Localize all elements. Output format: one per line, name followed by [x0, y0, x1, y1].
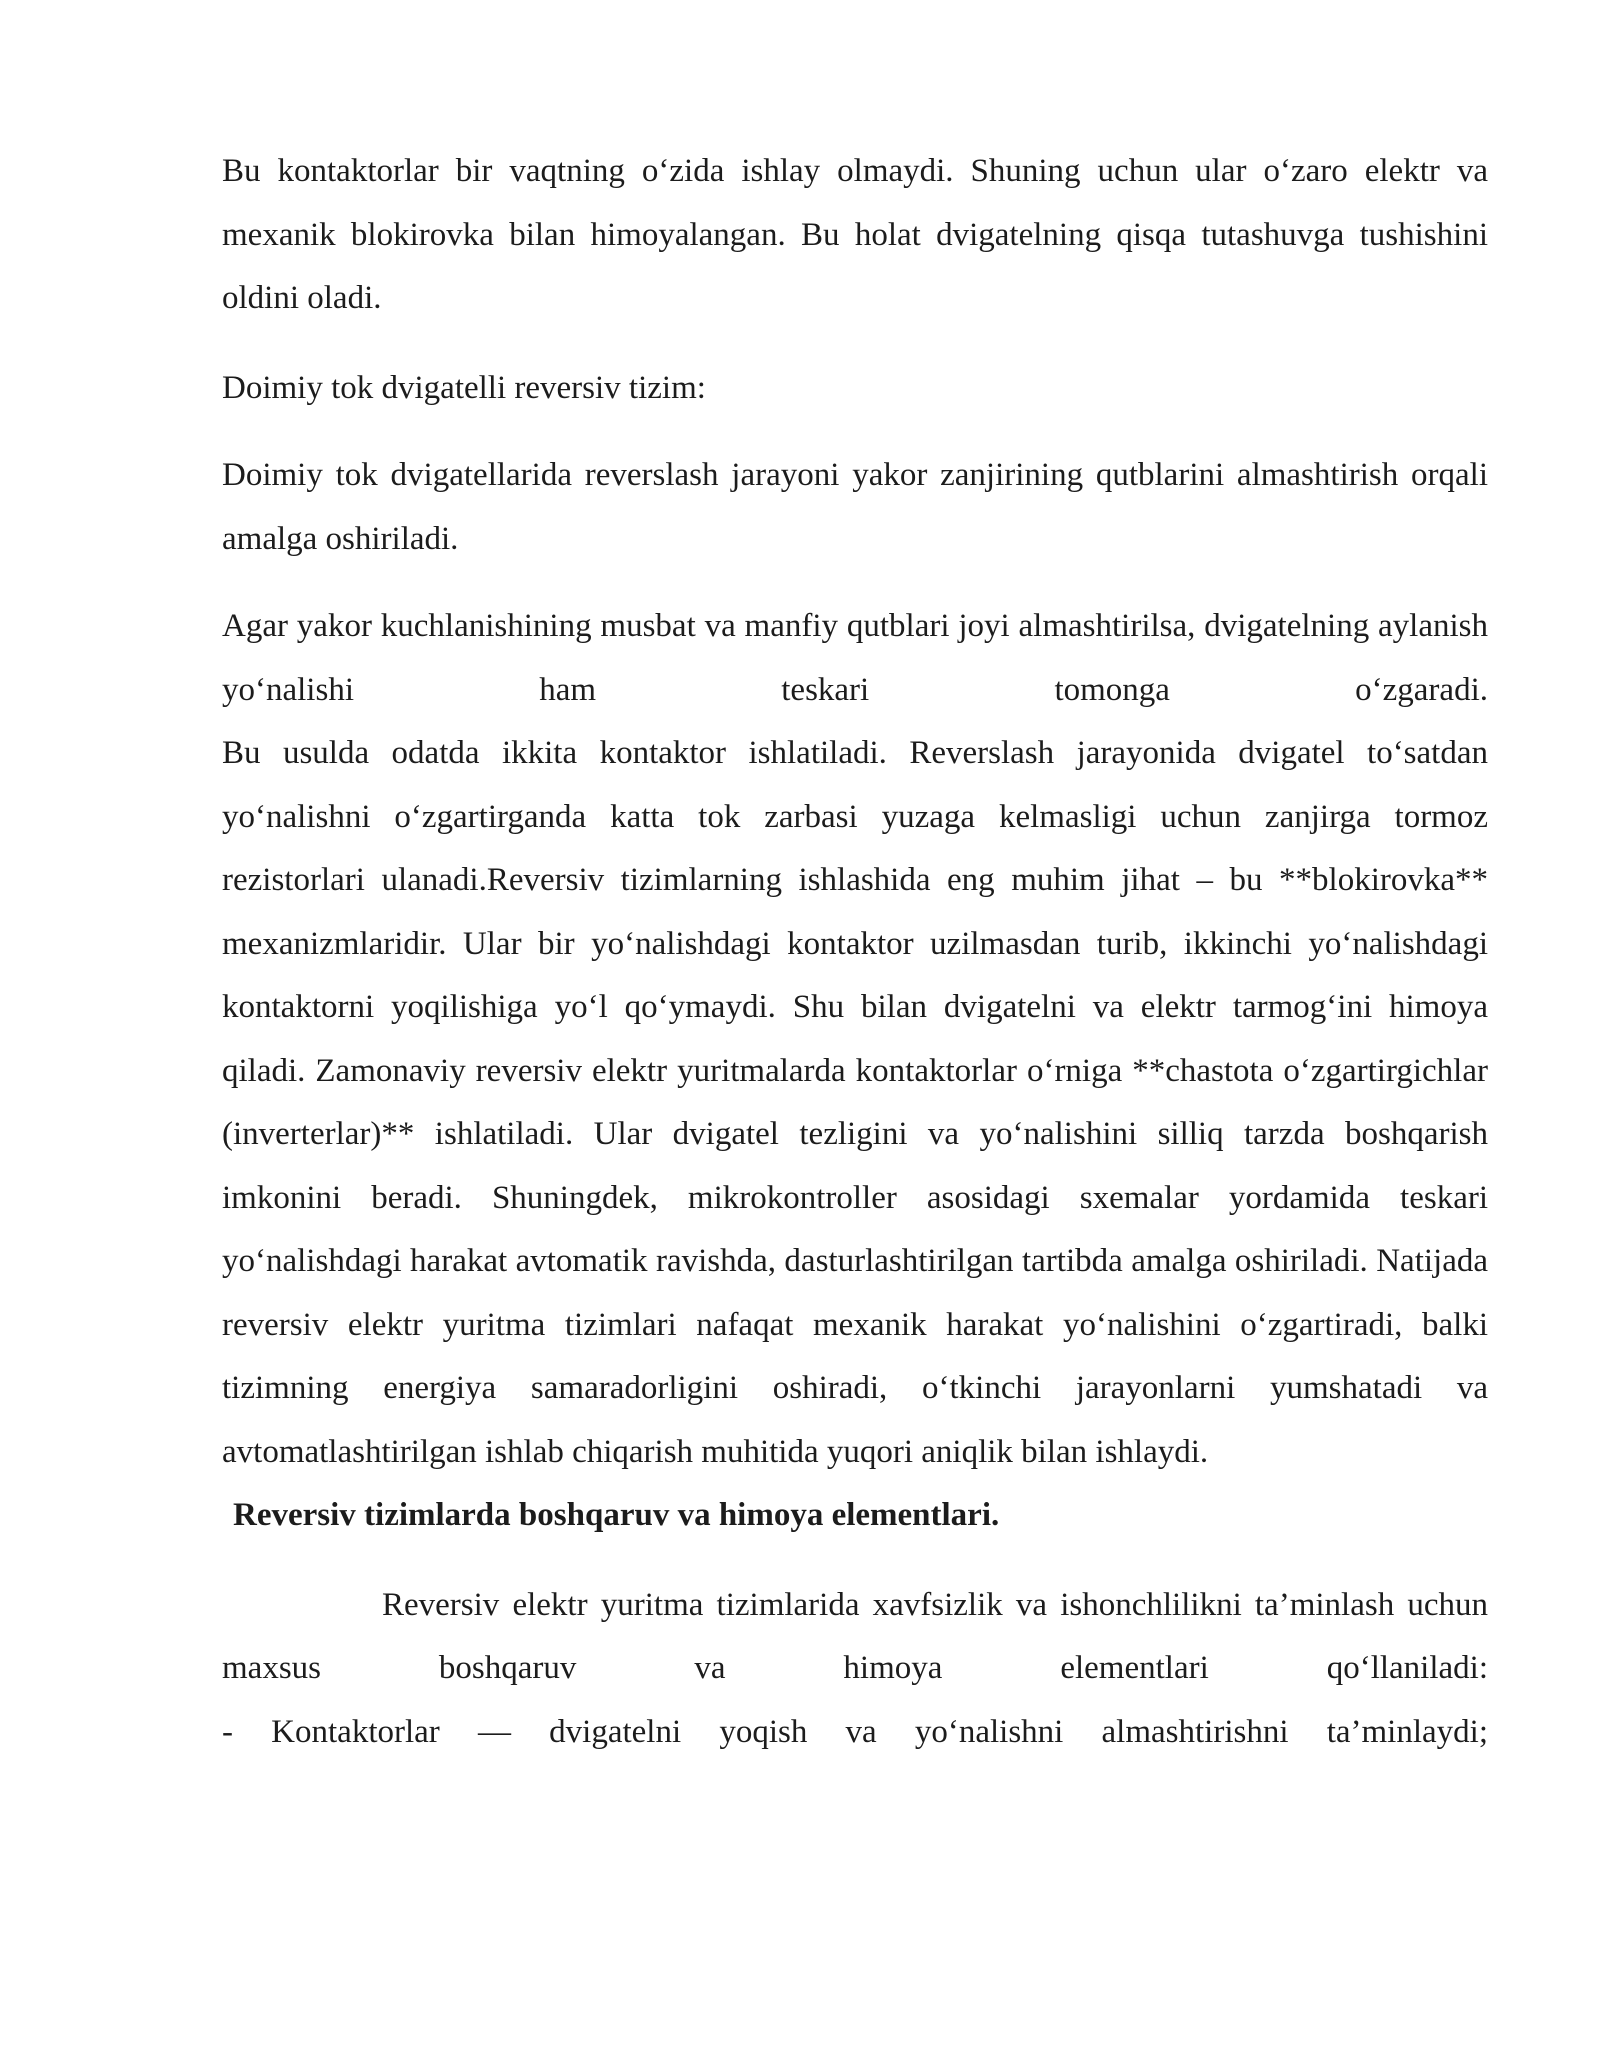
list-item-contactors: - Kontaktorlar — dvigatelni yoqish va yo‘nalishni almashtirishni ta’minlaydi;	[222, 1713, 1488, 1750]
section-heading: Reversiv tizimlarda boshqaruv va himoya elementlari.	[233, 1497, 1000, 1533]
paragraph-dc-reversing: Doimiy tok dvigatellarida reverslash jarayoni yakor zanjirining qutblarini almashtirish orqali amalga oshiriladi.	[222, 457, 1488, 557]
paragraph-blocking-details: Bu usulda odatda ikkita kontaktor ishlatiladi. Reverslash jarayonida dvigatel to‘satdan yo‘nalishni o‘zgartirganda katta tok zarbasi yuzaga kelmasligi uchun zanjirga tormoz rezistorlari ulanadi.Reversiv tizimlarning ishlashida eng muhim jihat – bu **blokirovka** mexanizmlaridir. Ular bir yo‘nalishdagi kontaktor uzilmasdan turib, ikkinchi yo‘nalishdagi kontaktorni yoqilishiga yo‘l qo‘ymaydi. Shu bilan dvigatelni va elektr tarmog‘ini himoya qiladi. Zamonaviy reversiv elektr yuritmalarda kontaktorlar o‘rniga **chastota o‘zgartirgichlar (inverterlar)** ishlatiladi. Ular dvigatel tezligini va yo‘nalishini silliq tarzda boshqarish imkonini beradi. Shuningdek, mikrokontroller asosidagi sxemalar yordamida teskari yo‘nalishdagi harakat avtomatik ravishda, dasturlashtirilgan tartibda amalga oshiriladi. Natijada reversiv elektr yuritma tizimlari nafaqat mexanik harakat yo‘nalishini o‘zgartiradi, balki tizimning energiya samaradorligini oshiradi, o‘tkinchi jarayonlarni yumshatadi va avtomatlashtirilgan ishlab chiqarish muhitida yuqori aniqlik bilan ishlaydi.	[222, 735, 1488, 1470]
paragraph-blocking-intro: Bu kontaktorlar bir vaqtning o‘zida ishlay olmaydi. Shuning uchun ular o‘zaro elektr va mexanik blokirovka bilan himoyalangan. Bu holat dvigatelning qisqa tutashuvga tushishini oldini oladi.	[222, 153, 1488, 316]
paragraph-dc-subtitle: Doimiy tok dvigatelli reversiv tizim:	[222, 369, 706, 406]
paragraph-polarity-swap: Agar yakor kuchlanishining musbat va manfiy qutblari joyi almashtirilsa, dvigatelning aylanish yo‘nalishi ham teskari tomonga o‘zgaradi.	[222, 608, 1488, 708]
document-body	[222, 140, 1488, 1764]
paragraph-protection-intro: Reversiv elektr yuritma tizimlarida xavfsizlik va ishonchlilikni ta’minlash uchun maxsus boshqaruv va himoya elementlari qo‘llaniladi:	[222, 1586, 1488, 1686]
